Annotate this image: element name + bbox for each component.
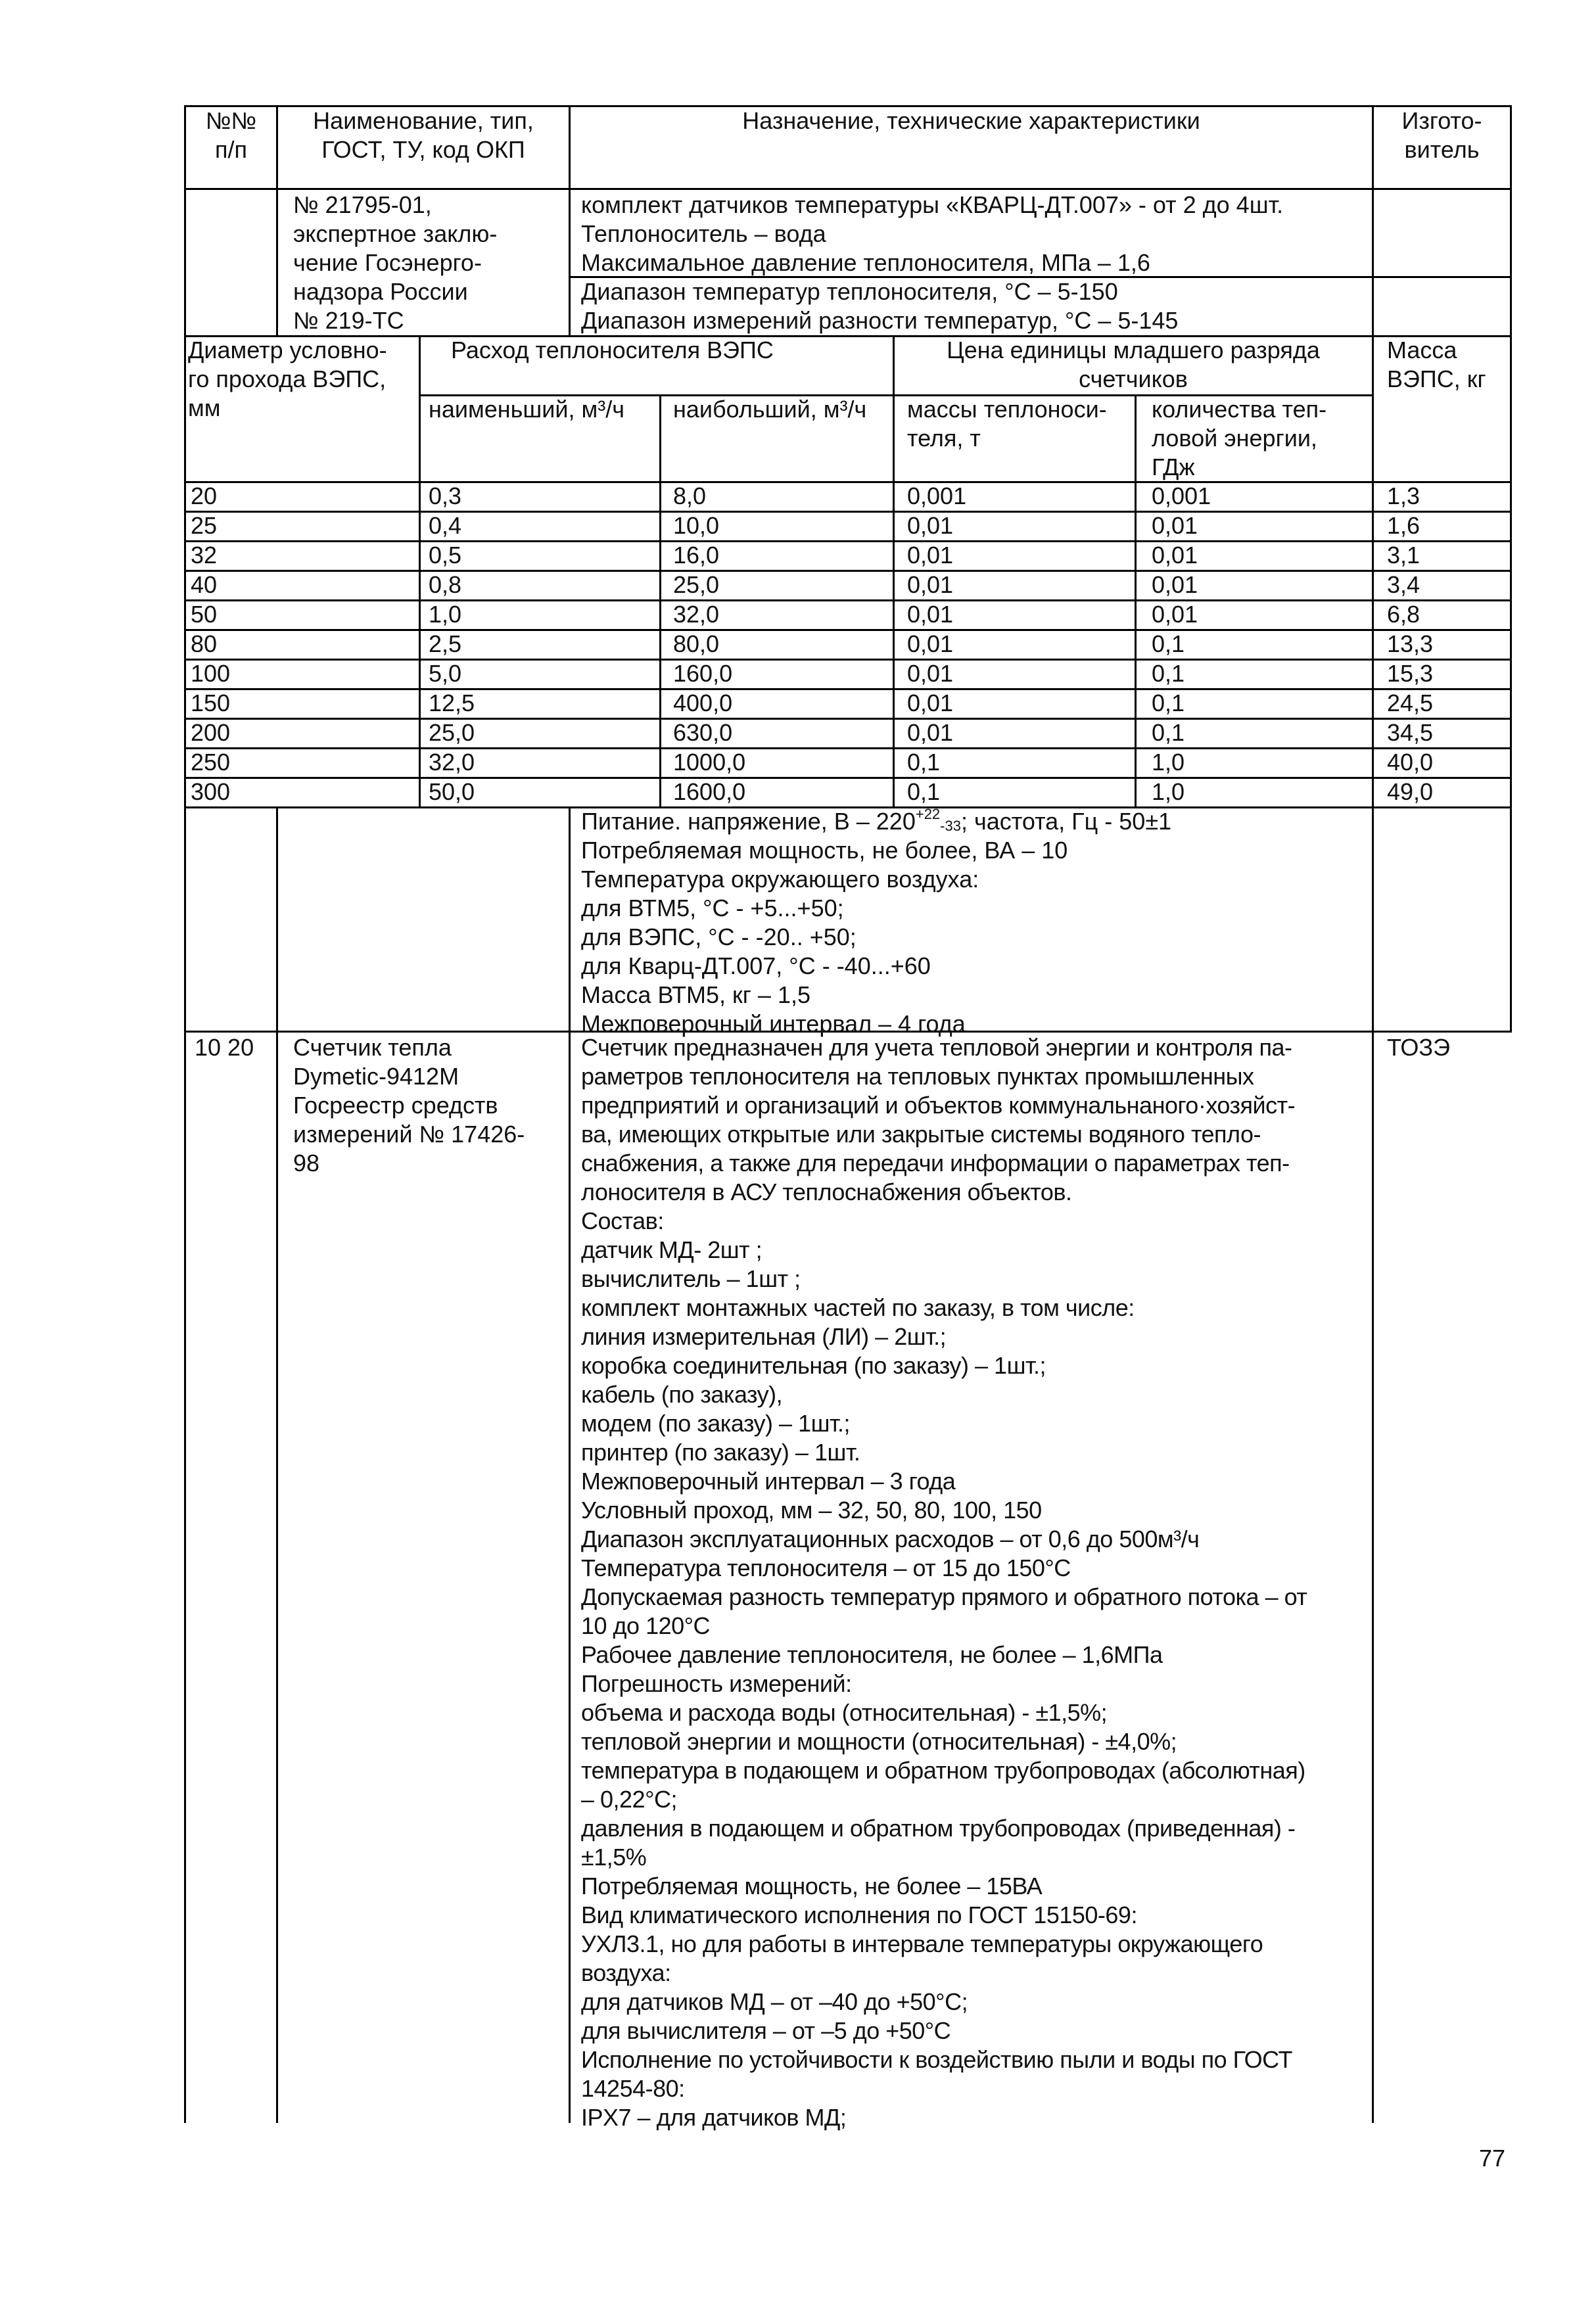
block2-line: Межповерочный интервал – 4 года: [581, 1010, 966, 1037]
table-cell: 80: [191, 630, 218, 657]
item-1020-line: комплект монтажных частей по заказу, в том числе:: [581, 1294, 1135, 1321]
header-maker-line1: Изгото-: [1401, 107, 1482, 134]
table-cell: 0,01: [907, 601, 954, 628]
table-cell: 300: [191, 778, 231, 805]
item-1020-line: воздуха:: [581, 1959, 671, 1986]
table-cell: 80,0: [673, 630, 720, 657]
item-1020-line: температура в подающем и обратном трубопроводах (абсолютная): [581, 1757, 1305, 1784]
item-1020-line: ±1,5%: [581, 1844, 647, 1871]
item-1020-line: лоносителя в АСУ теплоснабжения объектов.: [581, 1178, 1072, 1205]
item-1020-line: для вычислителя – от –5 до +50°С: [581, 2017, 951, 2044]
power-line: [581, 807, 1171, 836]
col-dn-line: Диаметр условно-: [188, 337, 387, 363]
block1-name-line: № 219-ТС: [293, 307, 404, 334]
header-maker-line2: витель: [1404, 136, 1480, 163]
col-max-header: наибольший, м³/ч: [673, 396, 867, 423]
item-1020-name-line: Госреестр средств: [293, 1092, 498, 1119]
rule: [184, 718, 1512, 720]
item-1020-line: – 0,22°С;: [581, 1786, 677, 1813]
item-1020-line: объема и расхода воды (относительная) - ±1,5%;: [581, 1699, 1108, 1726]
rule: [184, 105, 186, 2123]
rule: [184, 777, 1512, 779]
item-1020-line: Вид климатического исполнения по ГОСТ 15150-69:: [581, 1901, 1137, 1928]
block2-specs: [581, 807, 1171, 1038]
col-energy-header: [1152, 395, 1326, 482]
rule: [184, 511, 1512, 513]
rule: [184, 747, 1512, 749]
block1-spec-line: Диапазон температур теплоносителя, °С – 5-150: [581, 278, 1118, 305]
power-text-a: Питание. напряжение, В – 220: [581, 808, 916, 835]
rule: [569, 105, 571, 337]
col-price-line1: Цена единицы младшего разряда: [947, 337, 1320, 363]
header-purpose: Назначение, технические характеристики: [742, 107, 1200, 134]
rule: [184, 629, 1512, 631]
item-1020-line: Погрешность измерений:: [581, 1670, 852, 1697]
table-cell: 0,01: [907, 512, 954, 539]
table-cell: 8,0: [673, 482, 707, 509]
item-1020-line: коробка соединительная (по заказу) – 1шт.;: [581, 1352, 1046, 1379]
table-cell: 1,0: [1152, 749, 1185, 776]
table-cell: 6,8: [1387, 601, 1420, 628]
col-dn-line: го прохода ВЭПС,: [188, 365, 387, 392]
table-cell: 400,0: [673, 689, 733, 716]
table-cell: 0,8: [429, 571, 462, 598]
col-mass-header: [907, 395, 1107, 453]
table-cell: 12,5: [429, 689, 475, 716]
block1-specs: [581, 191, 1283, 335]
block1-spec-line: комплект датчиков температуры «КВАРЦ-ДТ.007» - от 2 до 4шт.: [581, 191, 1284, 218]
header-maker: [1374, 106, 1510, 164]
item-1020-line: Рабочее давление теплоносителя, не более – 1,6МПа: [581, 1641, 1163, 1668]
item-1020-name-line: Счетчик тепла: [293, 1034, 452, 1061]
item-1020-line: УХЛ3.1, но для работы в интервале температуры окружающего: [581, 1930, 1263, 1957]
power-sup: +22: [915, 806, 941, 822]
item-1020-line: 14254-80:: [581, 2075, 685, 2102]
header-name-line1: Наименование, тип,: [313, 107, 534, 134]
rule: [1372, 806, 1374, 2123]
col-price-header: [895, 336, 1372, 394]
table-cell: 0,1: [907, 778, 941, 805]
rule: [184, 188, 1512, 190]
block2-line: для Кварц-ДТ.007, °С - -40...+60: [581, 952, 931, 979]
table-cell: 0,01: [907, 542, 954, 569]
block1-spec-line: Теплоноситель – вода: [581, 220, 826, 247]
item-1020-line: кабель (по заказу),: [581, 1381, 783, 1408]
rule: [276, 806, 278, 2123]
col-weight-header: [1387, 336, 1486, 394]
table-cell: 40,0: [1387, 749, 1434, 776]
item-1020-line: Счетчик предназначен для учета тепловой энергии и контроля па-: [581, 1034, 1292, 1061]
table-cell: 50: [191, 601, 218, 628]
item-1020-line: для датчиков МД – от –40 до +50°С;: [581, 1988, 968, 2015]
table-cell: 0,01: [1152, 601, 1198, 628]
table-cell: 10,0: [673, 512, 720, 539]
col-price-line2: счетчиков: [1079, 365, 1188, 392]
col-weight-line: Масса: [1387, 337, 1457, 363]
rule: [1135, 394, 1137, 808]
table-cell: 1000,0: [673, 749, 746, 776]
block2-line: Масса ВТМ5, кг – 1,5: [581, 981, 810, 1008]
table-cell: 1,0: [1152, 778, 1185, 805]
table-cell: 1600,0: [673, 778, 746, 805]
table-cell: 34,5: [1387, 719, 1434, 746]
item-1020-line: модем (по заказу) – 1шт.;: [581, 1410, 850, 1437]
item-1020-line: 10 до 120°С: [581, 1612, 711, 1639]
col-min-header: наименьший, м³/ч: [429, 396, 625, 423]
item-1020-line: Состав:: [581, 1207, 664, 1234]
item-1020-line: снабжения, а также для передачи информации о параметрах теп-: [581, 1150, 1290, 1177]
table-cell: 0,4: [429, 512, 462, 539]
table-cell: 0,5: [429, 542, 462, 569]
col-dn-header: [188, 336, 387, 423]
block1-name-line: надзора России: [293, 278, 468, 305]
table-cell: 0,01: [907, 660, 954, 687]
table-cell: 3,1: [1387, 542, 1420, 569]
table-cell: 0,1: [1152, 719, 1185, 746]
item-1020-line: Диапазон эксплуатационных расходов – от 0,6 до 500м³/ч: [581, 1526, 1200, 1552]
rule: [184, 688, 1512, 690]
table-cell: 250: [191, 749, 231, 776]
power-text-b: ; частота, Гц - 50±1: [960, 808, 1172, 835]
table-cell: 160,0: [673, 660, 733, 687]
col-mass-line: массы теплоноси-: [907, 396, 1107, 423]
rule: [184, 570, 1512, 572]
table-cell: 32,0: [673, 601, 720, 628]
rule: [1372, 335, 1374, 808]
table-cell: 50,0: [429, 778, 475, 805]
rule: [184, 659, 1512, 661]
col-energy-line: количества теп-: [1152, 396, 1327, 423]
block1-spec-line: Максимальное давление теплоносителя, МПа – 1,6: [581, 249, 1150, 276]
table-cell: 0,01: [907, 689, 954, 716]
item-1020-line: Межповерочный интервал – 3 года: [581, 1468, 956, 1495]
rule: [184, 540, 1512, 542]
item-1020-line: IPX7 – для датчиков МД;: [581, 2104, 847, 2131]
table-cell: 1,0: [429, 601, 462, 628]
table-cell: 25,0: [673, 571, 720, 598]
item-1020-line: Исполнение по устойчивости к воздействию пыли и воды по ГОСТ: [581, 2046, 1292, 2073]
header-name-line2: ГОСТ, ТУ, код ОКП: [321, 136, 525, 163]
item-1020-line: Потребляемая мощность, не более – 15ВА: [581, 1873, 1043, 1899]
table-cell: 0,1: [907, 749, 941, 776]
col-dn-line: мм: [188, 394, 221, 421]
block2-line: Температура окружающего воздуха:: [581, 866, 979, 893]
header-num: [186, 106, 276, 164]
table-cell: 24,5: [1387, 689, 1434, 716]
item-1020-description: [581, 1033, 1307, 2132]
table-cell: 0,001: [907, 482, 967, 509]
rule: [419, 335, 421, 808]
rule: [893, 335, 895, 808]
table-cell: 0,1: [1152, 689, 1185, 716]
header-name: [278, 106, 569, 164]
table-cell: 32: [191, 542, 218, 569]
item-1020-line: линия измерительная (ЛИ) – 2шт.;: [581, 1323, 947, 1350]
table-cell: 16,0: [673, 542, 720, 569]
table-cell: 13,3: [1387, 630, 1434, 657]
table-cell: 0,3: [429, 482, 462, 509]
table-cell: 0,01: [907, 630, 954, 657]
item-1020-line: давления в подающем и обратном трубопроводах (приведенная) -: [581, 1815, 1296, 1842]
item-1020-name: [293, 1033, 525, 1178]
item-1020-line: ва, имеющих открытые или закрытые системы водяного тепло-: [581, 1121, 1261, 1148]
item-1020-name-line: Dymetic-9412M: [293, 1063, 459, 1090]
table-cell: 15,3: [1387, 660, 1434, 687]
header-num-line2: п/п: [215, 136, 247, 163]
col-weight-line: ВЭПС, кг: [1387, 365, 1486, 392]
item-1020-line: раметров теплоносителя на тепловых пунктах промышленных: [581, 1063, 1254, 1090]
item-1020-name-line: 98: [293, 1150, 320, 1177]
table-cell: 0,01: [1152, 542, 1198, 569]
table-cell: 32,0: [429, 749, 475, 776]
block2-line: для ВТМ5, °С - +5...+50;: [581, 895, 844, 921]
item-1020-line: Условный проход, мм – 32, 50, 80, 100, 150: [581, 1497, 1042, 1524]
table-cell: 0,1: [1152, 630, 1185, 657]
block1-name-line: экспертное заклю-: [293, 220, 498, 247]
item-1020-line: Допускаемая разность температур прямого и обратного потока – от: [581, 1583, 1307, 1610]
table-cell: 5,0: [429, 660, 462, 687]
header-num-line1: №№: [205, 107, 257, 134]
table-cell: 0,01: [907, 719, 954, 746]
item-1020-line: датчик МД- 2шт ;: [581, 1236, 763, 1263]
table-cell: 200: [191, 719, 231, 746]
block1-name: [293, 191, 497, 335]
table-cell: 25: [191, 512, 218, 539]
power-sub: -33: [940, 818, 961, 834]
block1-name-line: № 21795-01,: [293, 191, 432, 218]
block1-name-line: чение Госэнерго-: [293, 249, 482, 276]
table-cell: 630,0: [673, 719, 733, 746]
table-cell: 40: [191, 571, 218, 598]
table-cell: 150: [191, 689, 231, 716]
block1-spec-line: Диапазон измерений разности температур, °С – 5-145: [581, 307, 1179, 334]
col-energy-line: ГДж: [1152, 454, 1195, 480]
item-1020-line: Температура теплоносителя – от 15 до 150°С: [581, 1554, 1071, 1581]
table-cell: 0,01: [1152, 512, 1198, 539]
item-1020-line: вычислитель – 1шт ;: [581, 1265, 801, 1292]
table-cell: 3,4: [1387, 571, 1420, 598]
item-1020-line: тепловой энергии и мощности (относительная) - ±4,0%;: [581, 1728, 1177, 1755]
table-cell: 1,6: [1387, 512, 1420, 539]
rule: [569, 806, 571, 2123]
table-cell: 0,01: [1152, 571, 1198, 598]
item-1020-line: принтер (по заказу) – 1шт.: [581, 1439, 860, 1466]
rule: [659, 394, 661, 808]
table-cell: 1,3: [1387, 482, 1420, 509]
item-1020-maker: ТОЗЭ: [1387, 1034, 1450, 1061]
item-1020-name-line: измерений № 17426-: [293, 1121, 525, 1148]
item-1020-num: 10 20: [195, 1034, 254, 1061]
table-cell: 20: [191, 482, 218, 509]
table-cell: 0,01: [907, 571, 954, 598]
col-mass-line: теля, т: [907, 425, 981, 452]
item-1020-line: предприятий и организаций и объектов коммунальнаного·хозяйст-: [581, 1092, 1296, 1119]
block2-line: Потребляемая мощность, не более, ВА – 10: [581, 837, 1068, 864]
col-energy-line: ловой энергии,: [1152, 425, 1317, 452]
page-number: 77: [1479, 2145, 1506, 2172]
table-cell: 2,5: [429, 630, 462, 657]
table-cell: 0,001: [1152, 482, 1211, 509]
table-cell: 0,1: [1152, 660, 1185, 687]
rule: [1510, 105, 1512, 1033]
col-flow-header: Расход теплоносителя ВЭПС: [451, 337, 774, 363]
table-cell: 100: [191, 660, 231, 687]
rule: [184, 599, 1512, 601]
block2-line: для ВЭПС, °С - -20.. +50;: [581, 923, 857, 950]
table-cell: 49,0: [1387, 778, 1434, 805]
table-cell: 25,0: [429, 719, 475, 746]
